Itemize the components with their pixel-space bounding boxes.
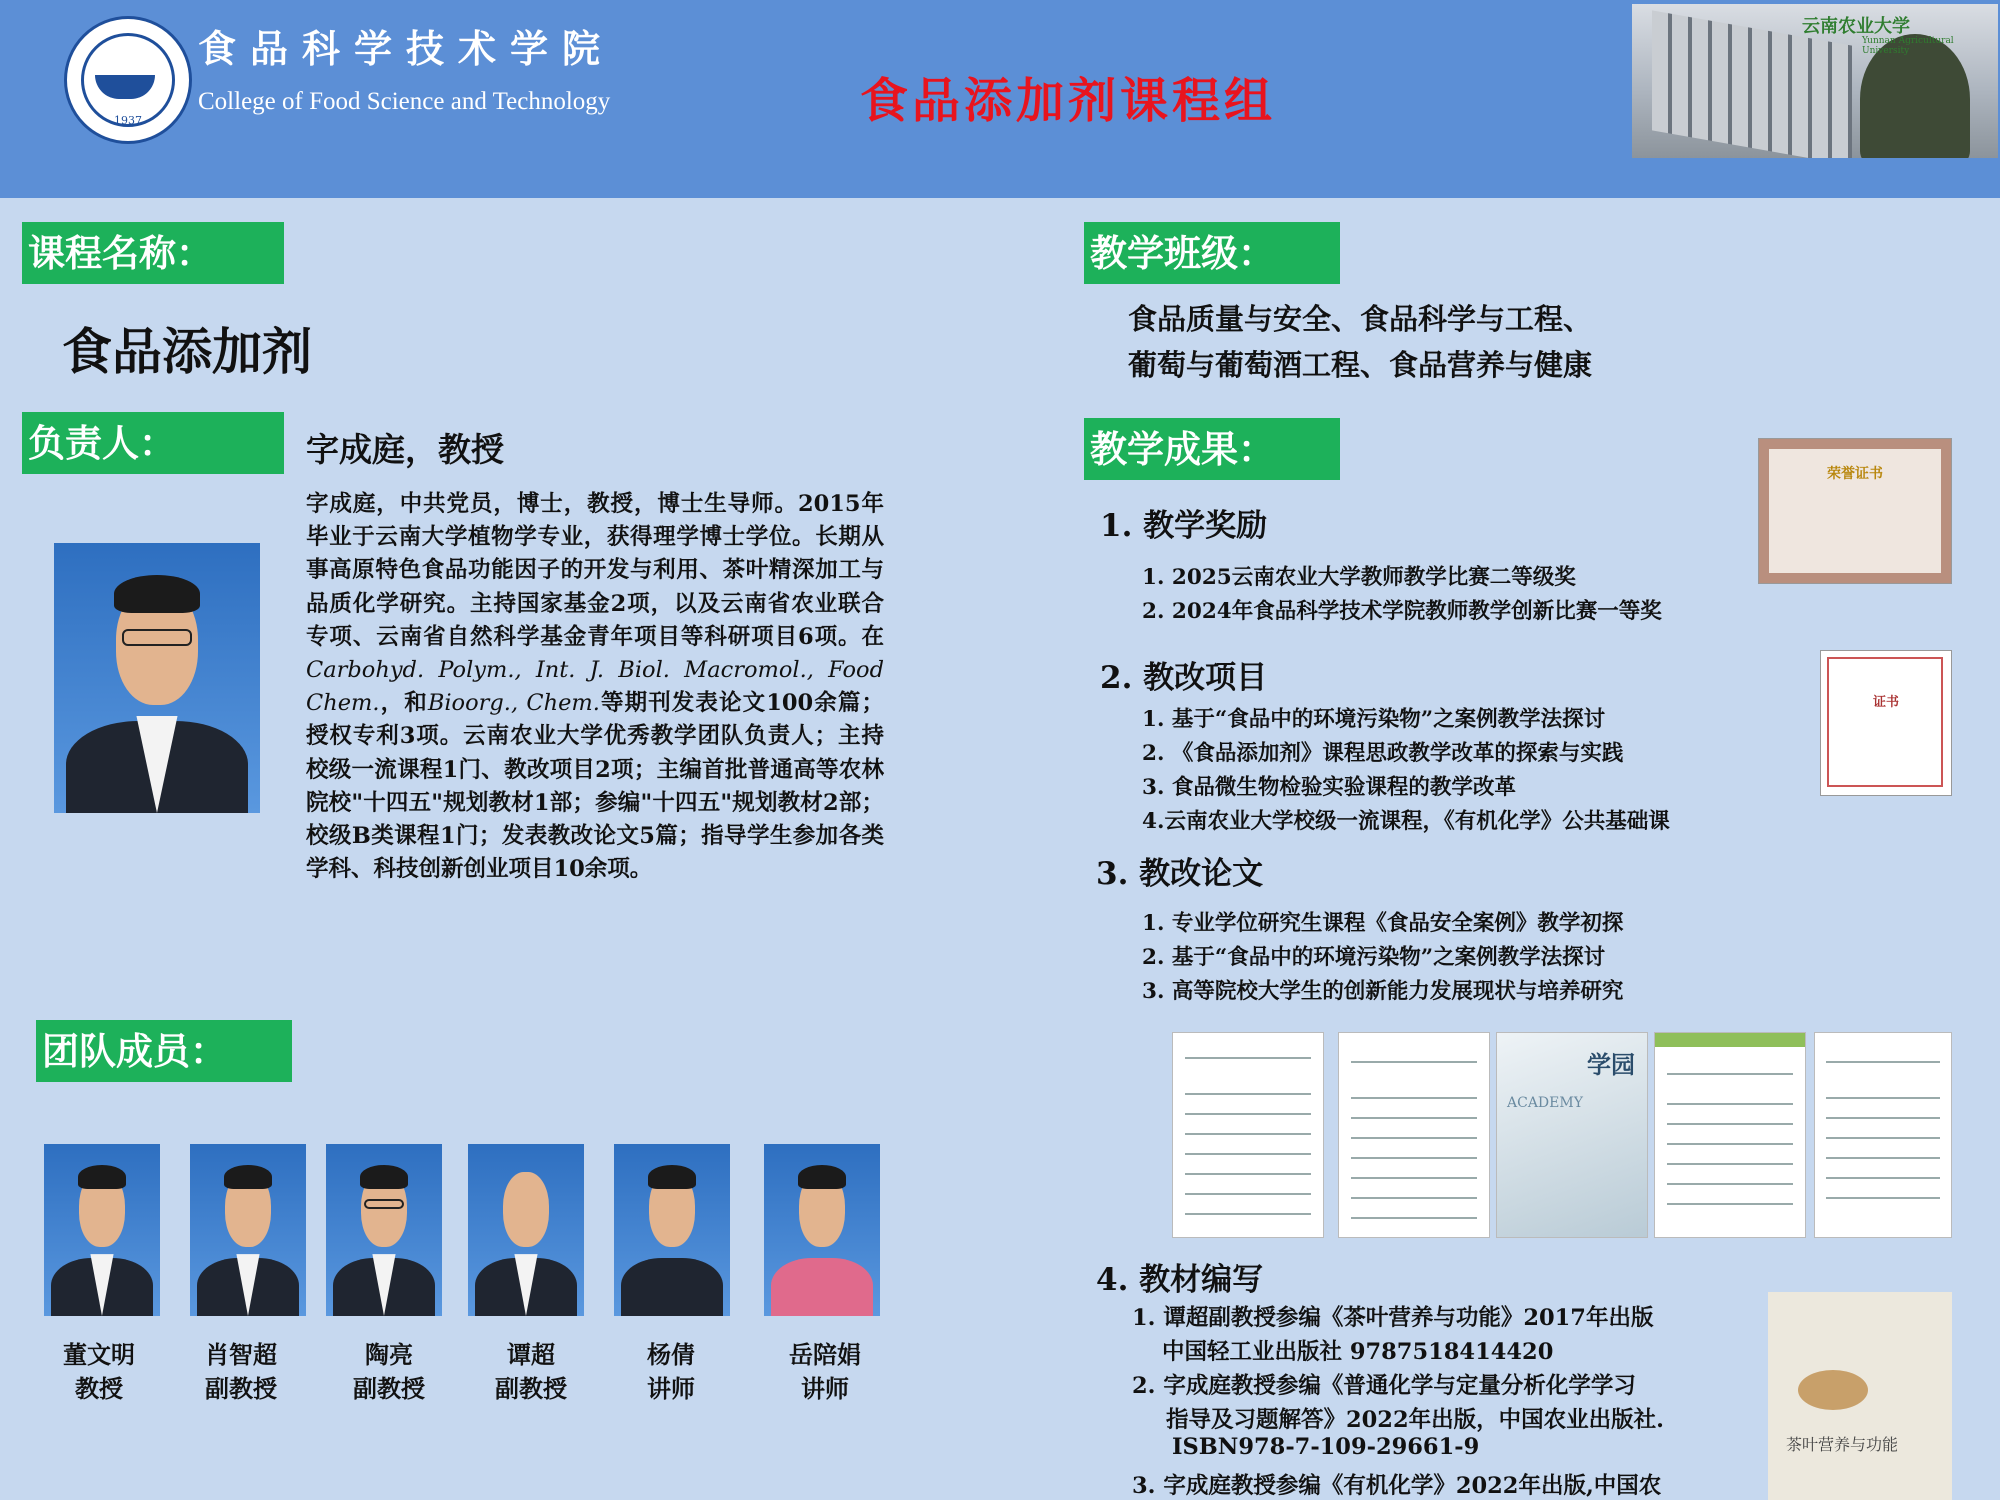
papers-heading: 3. 教改论文 [1096,856,1264,892]
awards-heading: 1. 教学奖励 [1100,508,1268,544]
classes-line: 葡萄与葡萄酒工程、食品营养与健康 [1128,348,1593,382]
member-name: 陶亮 [365,1340,413,1369]
campus-photo [1632,4,1998,158]
textbook-item: 2. 字成庭教授参编《普通化学与定量分析化学学习 [1132,1373,1636,1399]
member-name: 肖智超 [205,1340,277,1369]
university-logo: 云南农业大学 [1802,16,1910,37]
member-name: 岳陪娟 [789,1340,861,1369]
achievements-label: 教学成果： [1084,418,1340,480]
page-title: 食品添加剂课程组 [860,73,1277,129]
textbook-item: 指导及习题解答》2022年出版，中国农业出版社. [1166,1407,1664,1433]
member-photo [44,1144,160,1316]
member-caption [586,1338,756,1406]
header-banner [0,0,2000,198]
member-photo [326,1144,442,1316]
bio-text-1: 字成庭，中共党员，博士，教授，博士生导师。2015年毕业于云南大学植物学专业，获得理学博士学位。长期从事高原特色食品功能因子的开发与利用、茶叶精深加工与品质化学研究。主持国家基金2项，以及云南省农业联合专项、云南省自然科学基金青年项目等科研项目6项。在 [306,491,884,650]
course-name-label: 课程名称： [22,222,284,284]
project-item: 3. 食品微生物检验实验课程的教学改革 [1142,775,1516,800]
university-logo-en: Yunnan Agricultural University [1862,36,1954,56]
award-item: 1. 2025云南农业大学教师教学比赛二等级奖 [1142,565,1576,590]
paper-thumbnail [1654,1032,1806,1238]
member-photo [764,1144,880,1316]
textbook-item: ISBN978-7-109-29661-9 [1172,1434,1480,1460]
member-caption [156,1338,326,1406]
project-item: 2. 《食品添加剂》课程思政教学改革的探索与实践 [1142,741,1624,766]
leader-bio [306,488,884,886]
member-name: 董文明 [63,1340,135,1369]
textbook-cover-image [1768,1292,1952,1500]
member-title: 副教授 [205,1374,277,1403]
member-name: 谭超 [507,1340,555,1369]
college-name-cn: 食品科学技术学院 [198,26,615,71]
journal-cover-title: 学园 [1587,1050,1635,1079]
bio-text-2: ，和 [379,690,428,717]
member-caption [740,1338,910,1406]
member-title: 副教授 [353,1374,425,1403]
award-item: 2. 2024年食品科学技术学院教师教学创新比赛一等奖 [1142,599,1662,624]
projects-heading: 2. 教改项目 [1100,660,1268,696]
paper-thumbnail [1814,1032,1952,1238]
college-logo [64,16,192,144]
paper-item: 2. 基于“食品中的环境污染物”之案例教学法探讨 [1142,945,1606,970]
leader-photo [54,543,260,813]
classes-line: 食品质量与安全、食品科学与工程、 [1128,302,1593,336]
college-name-en: College of Food Science and Technology [198,88,611,115]
bio-journals-1: Carbohyd. Polym., Int. J. Biol. Macromol., Food Chem. [306,657,884,717]
project-certificate-image [1820,650,1952,796]
paper-thumbnail [1172,1032,1324,1238]
paper-item: 1. 专业学位研究生课程《食品安全案例》教学初探 [1142,911,1624,936]
paper-thumbnail [1338,1032,1490,1238]
project-item: 1. 基于“食品中的环境污染物”之案例教学法探讨 [1142,707,1606,732]
logo-year: 1937 [114,114,142,127]
member-photo [190,1144,306,1316]
project-item: 4.云南农业大学校级一流课程，《有机化学》公共基础课 [1142,809,1670,834]
textbook-item: 中国轻工业出版社 9787518414420 [1162,1339,1554,1365]
paper-item: 3. 高等院校大学生的创新能力发展现状与培养研究 [1142,979,1624,1004]
cert-title: 证书 [1872,695,1899,710]
bio-journals-2: Bioorg., Chem. [427,690,600,717]
classes-list [1128,296,1592,388]
textbook-item: 1. 谭超副教授参编《茶叶营养与功能》2017年出版 [1132,1305,1654,1331]
award-certificate-image [1758,438,1952,584]
journal-cover-subtitle: ACADEMY [1507,1095,1583,1111]
leader-name-title: 字成庭，教授 [306,430,504,469]
member-name: 杨倩 [647,1340,695,1369]
textbooks-heading: 4. 教材编写 [1096,1262,1264,1298]
leader-label: 负责人： [22,412,284,474]
member-title: 讲师 [801,1374,849,1403]
course-name: 食品添加剂 [62,322,312,381]
member-title: 讲师 [647,1374,695,1403]
member-title: 教授 [75,1374,123,1403]
member-photo [468,1144,584,1316]
classes-label: 教学班级： [1084,222,1340,284]
textbook-item: 3. 字成庭教授参编《有机化学》2022年出版,中国农 [1132,1473,1662,1499]
cert-title: 荣誉证书 [1827,466,1883,482]
journal-cover-thumbnail [1496,1032,1648,1238]
team-label: 团队成员： [36,1020,292,1082]
book-title: 茶叶营养与功能 [1786,1435,1899,1454]
bio-text-3: 等期刊发表论文100余篇；授权专利3项。云南农业大学优秀教学团队负责人；主持校级一流课程1门、教改项目2项；主编首批普通高等农林院校"十四五"规划教材1部；参编"十四五"规划教材2部；校级B类课程1门；发表教改论文5篇；指导学生参加各类学科、科技创新创业项目10余项。 [306,690,884,883]
member-title: 副教授 [495,1374,567,1403]
member-photo [614,1144,730,1316]
